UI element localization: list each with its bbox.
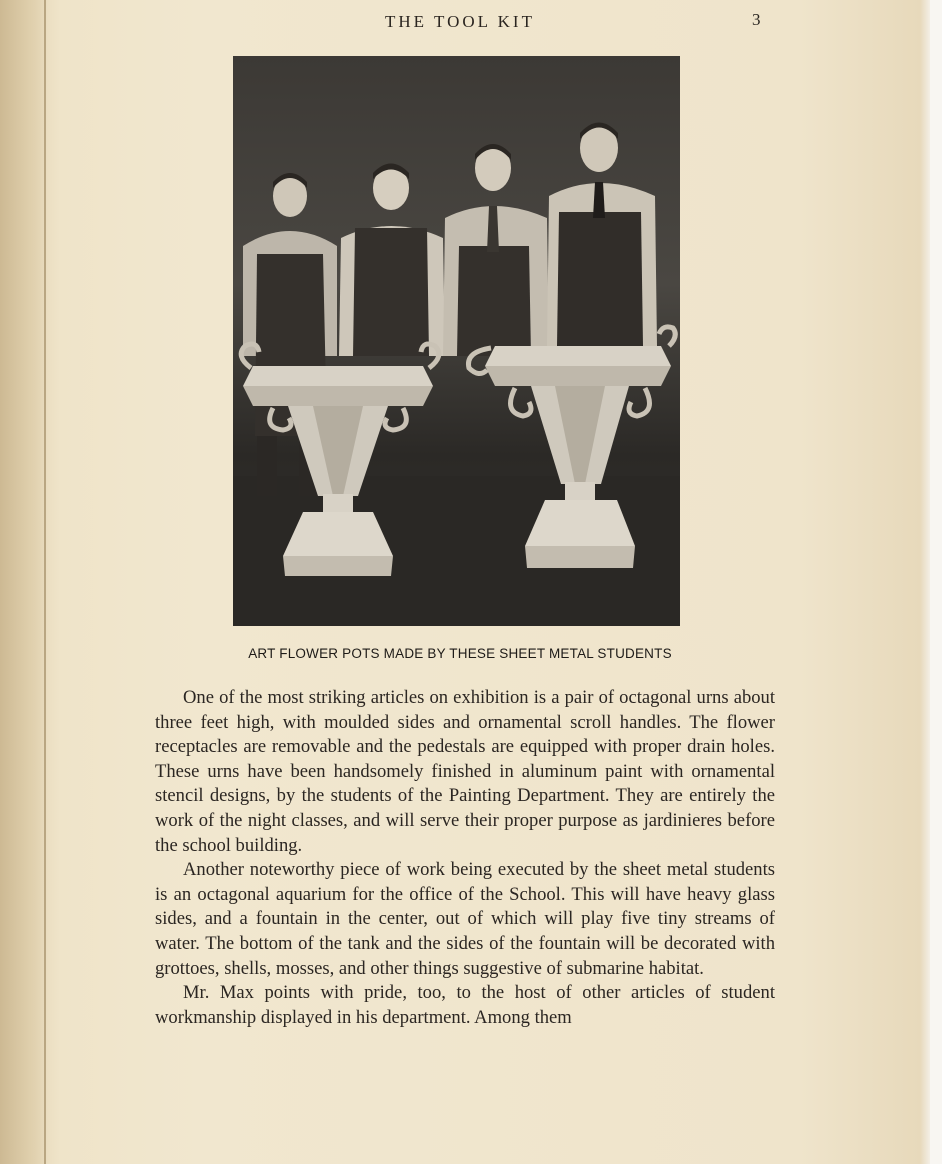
running-title: THE TOOL KIT bbox=[385, 12, 535, 31]
student-figure bbox=[443, 144, 549, 356]
article-body bbox=[155, 686, 775, 1030]
spine-fold bbox=[44, 0, 46, 1164]
page-edge bbox=[930, 0, 942, 1164]
page-number: 3 bbox=[752, 10, 761, 29]
paragraph: One of the most striking articles on exhibition is a pair of octagonal urns about three feet high, with moulded sides and ornamental scroll handles. The flower receptacles are removable and the pedestals are equipped with proper drain holes. These urns have been handsomely finished in aluminum paint with ornamental stencil designs, by the students of the Painting Department. They are entirely the work of the night classes, and will serve their proper purpose as jardinieres before the school building. bbox=[155, 687, 775, 856]
figure-caption: ART FLOWER POTS MADE BY THESE SHEET METAL STUDENTS bbox=[248, 646, 672, 661]
paragraph: Another noteworthy piece of work being executed by the sheet metal students is an octagonal aquarium for the office of the School. This will have heavy glass sides, and a fountain in the center, out of which will play five tiny streams of water. The bottom of the tank and the sides of the fountain will be decorated with grottoes, shells, mosses, and other things suggestive of submarine habitat. bbox=[155, 859, 775, 979]
binding-edge bbox=[0, 0, 48, 1164]
paragraph: Mr. Max points with pride, too, to the host of other articles of student workmanship displayed in his department. Among them bbox=[155, 982, 775, 1028]
photograph-students-with-urns bbox=[233, 56, 680, 626]
student-figure bbox=[339, 164, 445, 357]
student-figure bbox=[547, 123, 657, 347]
